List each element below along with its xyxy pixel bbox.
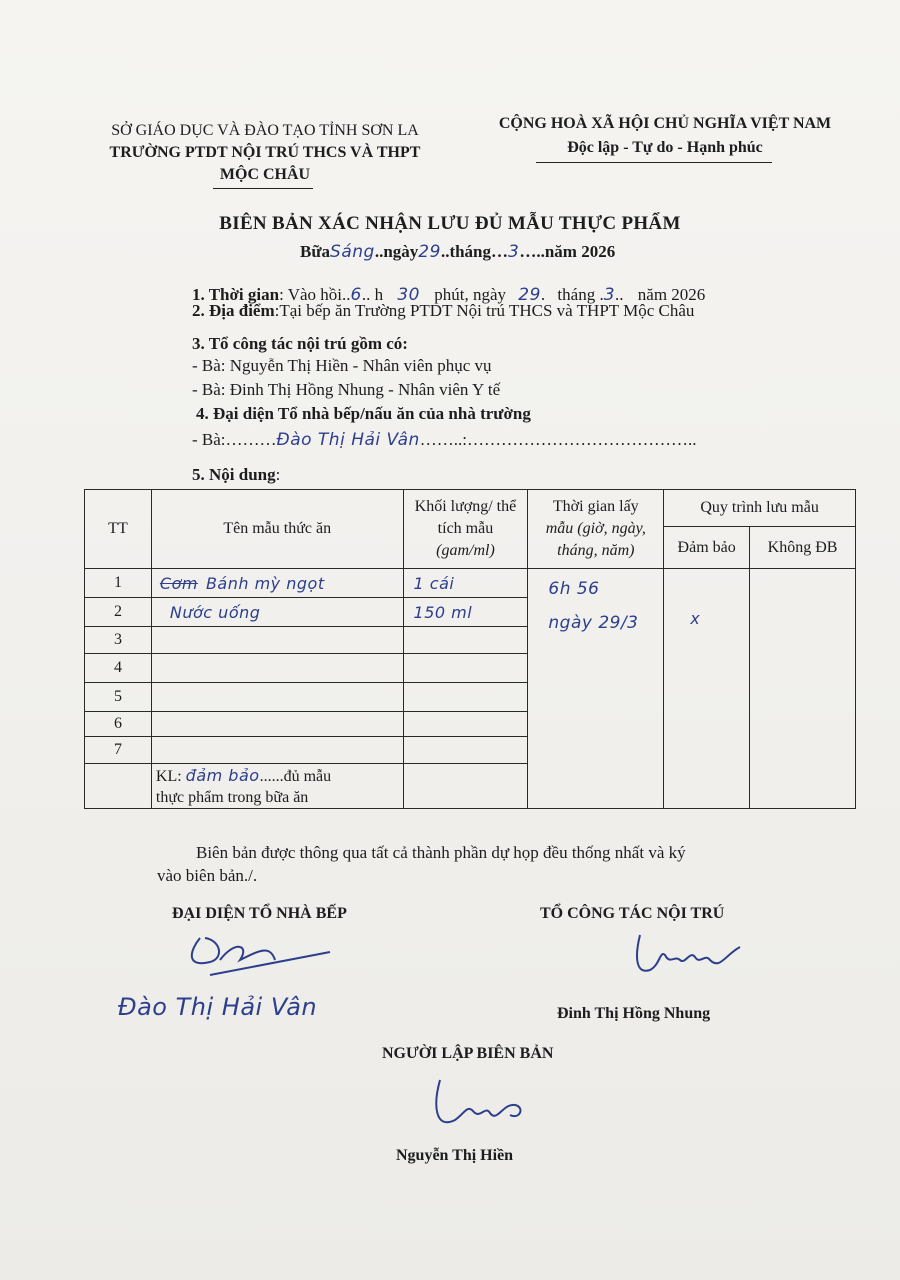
food-name: Bánh mỳ ngọt [205,573,325,593]
header-right [470,112,860,160]
meal-line: BữaSáng..ngày29..tháng…3…..năm 2026 [300,242,616,262]
item-team-label: 3. Tổ công tác nội trú gồm có: [192,334,408,353]
sample-date: ngày 29/3 [548,613,639,633]
not-ok-cell [750,569,856,809]
school-location: MỘC CHÂU [219,166,311,183]
food-sample-table [84,489,856,809]
kitchen-signature-title: ĐẠI DIỆN TỔ NHÀ BẾP [172,905,347,922]
ok-check-mark: x [690,609,701,628]
food-name: Nước uống [151,598,403,627]
header-process: Quy trình lưu mẫu [664,490,856,527]
header-left [70,120,460,186]
table-row: 6 [85,712,856,737]
header-ok: Đảm bảo [664,527,750,569]
team-signature-title: TỔ CÔNG TÁC NỘI TRÚ [540,905,725,922]
kitchen-rep-name: Đào Thị Hải Vân [276,430,420,450]
document-title: BIÊN BẢN XÁC NHẬN LƯU ĐỦ MẪU THỰC PHẨM [219,213,681,234]
sample-time: 6h 56 [548,579,600,599]
conclusion-value: đảm bảo [185,765,260,785]
motto: Độc lập - Tự do - Hạnh phúc [567,139,763,156]
food-qty: 150 ml [403,598,528,627]
team-member-1: - Bà: Nguyễn Thị Hiền - Nhân viên phục vụ [192,356,492,375]
kitchen-rep-line: - Bà:………Đào Thị Hải Vân……..:………………………………….. [192,430,697,450]
writer-signature-title: NGƯỜI LẬP BIÊN BẢN [382,1045,554,1062]
meal-value: Sáng [330,242,375,262]
school-name: TRƯỜNG PTDT NỘI TRÚ THCS VÀ THPT [109,144,421,161]
motto-underline [536,162,772,163]
meal-month: 3 [508,242,520,262]
ok-cell [664,569,750,809]
team-signature [630,925,770,990]
table-row: 1 Cơm Bánh mỳ ngọt 1 cái 6h 56 ngày 29/3 x [85,569,856,598]
item-content: 5. Nội dung: [192,465,281,484]
item-place: 2. Địa điểm:Tại bếp ăn Trường PTDT Nội trú THCS và THPT Mộc Châu [192,301,695,320]
table-row: 3 [85,627,856,654]
closing-text: Biên bản được thông qua tất cả thành phần dự họp đều thống nhất và ký [196,843,686,862]
header-tt: TT [85,490,152,569]
table-row: 7 [85,737,856,764]
item-time: 1. Thời gian: Vào hồi..6.. h 30 phút, ngày 29. tháng .3.. năm 2026 [192,285,706,305]
team-signer-name: Đinh Thị Hồng Nhung [557,1005,711,1022]
header-sample-time: Thời gian lấy mẫu (giờ, ngày, tháng, năm) [528,490,664,569]
table-row: 4 [85,654,856,683]
header-quantity: Khối lượng/ thể tích mẫu (gam/ml) [403,490,528,569]
food-qty: 1 cái [403,569,528,598]
team-member-2: - Bà: Đinh Thị Hồng Nhung - Nhân viên Y tế [192,380,501,399]
country-name: CỘNG HOÀ XÃ HỘI CHỦ NGHĨA VIỆT NAM [498,115,832,132]
school-underline [213,188,313,189]
department-name: SỞ GIÁO DỤC VÀ ĐÀO TẠO TỈNH SƠN LA [111,122,419,139]
conclusion-cell: KL: đảm bảo......đủ mẫu thực phẩm trong bữa ăn [151,764,403,809]
kitchen-signature [180,930,340,985]
sample-time-cell [528,569,664,809]
writer-signer-name: Nguyễn Thị Hiền [396,1147,514,1164]
writer-signature [425,1075,545,1140]
closing-text-2: vào biên bản./. [157,866,258,885]
header-not-ok: Không ĐB [750,527,856,569]
item-kitchen-label: 4. Đại diện Tổ nhà bếp/nấu ăn của nhà trường [196,404,531,423]
header-food-name: Tên mẫu thức ăn [151,490,403,569]
table-row: 2 Nước uống 150 ml [85,598,856,627]
table-row: 5 [85,683,856,712]
meal-day: 29 [418,242,441,262]
kitchen-signer-name: Đào Thị Hải Vân [118,993,318,1021]
